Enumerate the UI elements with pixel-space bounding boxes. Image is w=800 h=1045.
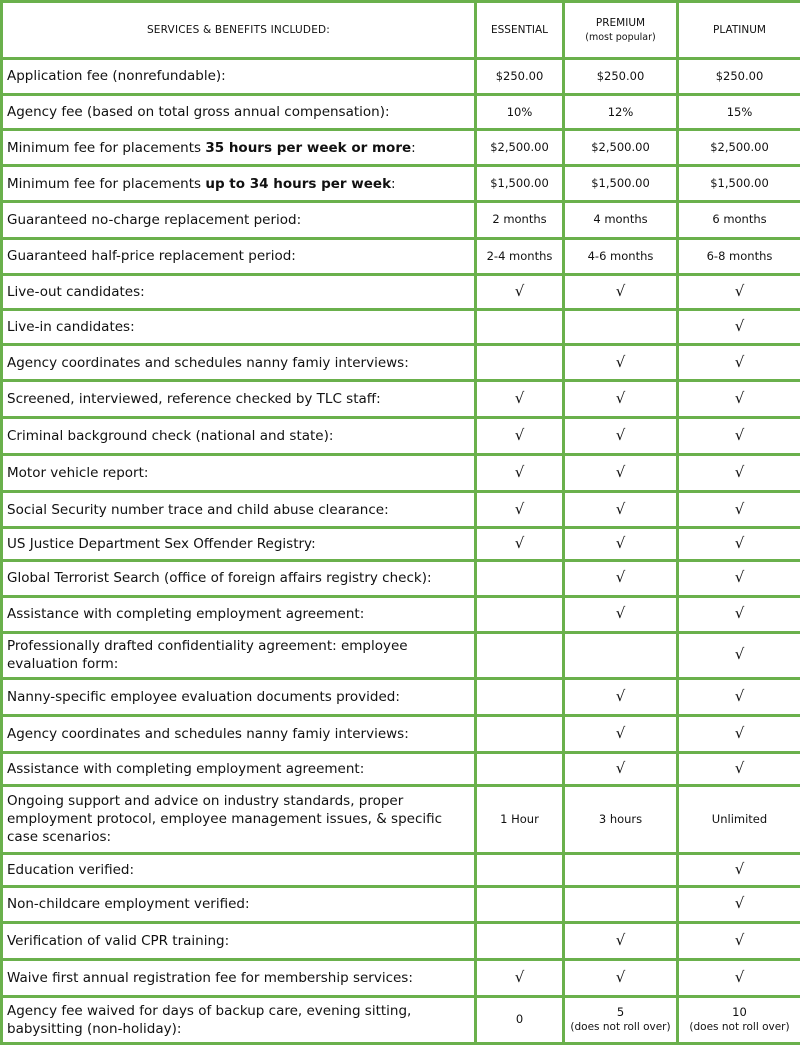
- premium-cell: [564, 752, 678, 785]
- platinum-cell: [678, 130, 800, 166]
- check-icon: √: [734, 462, 745, 481]
- table-row: [2, 130, 800, 166]
- premium-cell: [564, 923, 678, 960]
- row-label: [2, 130, 476, 166]
- premium-cell: [564, 344, 678, 381]
- row-label: Screened, interviewed, reference checked by TLC staff:: [2, 381, 476, 418]
- row-label: Social Security number trace and child abuse clearance:: [2, 491, 476, 528]
- table-row: [2, 201, 800, 238]
- platinum-cell: [678, 996, 800, 1043]
- row-label: [2, 166, 476, 202]
- essential-cell: [476, 528, 564, 561]
- check-icon: √: [615, 499, 626, 518]
- premium-value: 3 hours: [598, 811, 643, 826]
- premium-cell: [564, 853, 678, 886]
- premium-cell: [564, 996, 678, 1043]
- check-icon: √: [734, 724, 745, 743]
- check-icon: √: [514, 499, 525, 518]
- essential-value: 2-4 months: [486, 248, 553, 263]
- check-icon: √: [615, 967, 626, 986]
- check-icon: √: [514, 462, 525, 481]
- platinum-note: (does not roll over): [689, 1020, 790, 1033]
- platinum-value: Unlimited: [711, 811, 768, 826]
- table-row: [2, 310, 800, 345]
- table-row: [2, 238, 800, 275]
- table-row: [2, 528, 800, 561]
- premium-cell: [564, 632, 678, 679]
- premium-cell: [564, 960, 678, 997]
- check-icon: √: [514, 282, 525, 301]
- check-icon: √: [734, 568, 745, 587]
- check-icon: √: [615, 758, 626, 777]
- check-icon: √: [734, 499, 745, 518]
- premium-value: $250.00: [596, 68, 645, 83]
- table-row: [2, 785, 800, 853]
- row-label: Live-out candidates:: [2, 275, 476, 310]
- premium-header-label: PREMIUM: [595, 17, 646, 29]
- row-label: Ongoing support and advice on industry standards, proper employment protocol, employee management issues, & specific case scenarios:: [2, 785, 476, 853]
- check-icon: √: [615, 604, 626, 623]
- premium-cell: [564, 785, 678, 853]
- table-row: [2, 752, 800, 785]
- check-icon: √: [734, 758, 745, 777]
- essential-cell: [476, 238, 564, 275]
- row-label: Nanny-specific employee evaluation documents provided:: [2, 679, 476, 716]
- essential-cell: [476, 996, 564, 1043]
- premium-value: 4 months: [593, 212, 648, 227]
- platinum-cell: [678, 344, 800, 381]
- row-label: US Justice Department Sex Offender Registry:: [2, 528, 476, 561]
- platinum-header: PLATINUM: [678, 2, 800, 59]
- platinum-cell: [678, 491, 800, 528]
- check-icon: √: [615, 282, 626, 301]
- premium-cell: [564, 528, 678, 561]
- essential-cell: [476, 960, 564, 997]
- check-icon: √: [734, 687, 745, 706]
- essential-cell: [476, 632, 564, 679]
- check-icon: √: [734, 352, 745, 371]
- essential-cell: [476, 381, 564, 418]
- essential-cell: [476, 923, 564, 960]
- row-label: Agency coordinates and schedules nanny famiy interviews:: [2, 716, 476, 753]
- row-label: Guaranteed no-charge replacement period:: [2, 201, 476, 238]
- platinum-cell: [678, 596, 800, 632]
- essential-cell: [476, 59, 564, 95]
- platinum-cell: [678, 238, 800, 275]
- row-label-emphasis: up to 34 hours per week: [205, 175, 392, 192]
- essential-value: 10%: [506, 104, 533, 119]
- essential-value: $2,500.00: [490, 140, 549, 155]
- premium-cell: [564, 166, 678, 202]
- essential-cell: [476, 596, 564, 632]
- platinum-value: 6-8 months: [706, 248, 773, 263]
- premium-note: (does not roll over): [570, 1020, 671, 1033]
- premium-cell: [564, 275, 678, 310]
- premium-cell: [564, 201, 678, 238]
- essential-cell: [476, 716, 564, 753]
- platinum-cell: [678, 528, 800, 561]
- check-icon: √: [615, 389, 626, 408]
- premium-value: $2,500.00: [591, 140, 650, 155]
- platinum-cell: [678, 785, 800, 853]
- table-row: [2, 275, 800, 310]
- platinum-cell: [678, 94, 800, 130]
- essential-value: $250.00: [495, 68, 544, 83]
- essential-cell: [476, 94, 564, 130]
- row-label: Non-childcare employment verified:: [2, 886, 476, 923]
- premium-cell: [564, 59, 678, 95]
- platinum-cell: [678, 923, 800, 960]
- premium-cell: [564, 886, 678, 923]
- platinum-value: 15%: [726, 104, 753, 119]
- platinum-cell: [678, 166, 800, 202]
- check-icon: √: [734, 604, 745, 623]
- services-header: SERVICES & BENEFITS INCLUDED:: [2, 2, 476, 59]
- row-label: Live-in candidates:: [2, 310, 476, 345]
- row-label: Agency fee (based on total gross annual compensation):: [2, 94, 476, 130]
- premium-cell: [564, 381, 678, 418]
- platinum-cell: [678, 716, 800, 753]
- check-icon: √: [734, 282, 745, 301]
- premium-cell: [564, 561, 678, 597]
- essential-cell: [476, 491, 564, 528]
- premium-cell: [564, 679, 678, 716]
- table-body: [2, 59, 800, 1044]
- row-label: Assistance with completing employment agreement:: [2, 596, 476, 632]
- check-icon: √: [615, 352, 626, 371]
- essential-cell: [476, 166, 564, 202]
- essential-cell: [476, 275, 564, 310]
- row-label: Professionally drafted confidentiality agreement: employee evaluation form:: [2, 632, 476, 679]
- table-row: [2, 679, 800, 716]
- essential-cell: [476, 752, 564, 785]
- row-label: Education verified:: [2, 853, 476, 886]
- table-row: [2, 716, 800, 753]
- table-row: [2, 886, 800, 923]
- check-icon: √: [734, 426, 745, 445]
- table-row: [2, 960, 800, 997]
- check-icon: √: [734, 967, 745, 986]
- platinum-cell: [678, 632, 800, 679]
- essential-cell: [476, 310, 564, 345]
- table-row: [2, 923, 800, 960]
- essential-value: 1 Hour: [500, 811, 539, 826]
- premium-cell: [564, 310, 678, 345]
- premium-header: [564, 2, 678, 59]
- row-label-suffix: :: [411, 139, 416, 156]
- check-icon: √: [734, 894, 745, 913]
- platinum-cell: [678, 418, 800, 455]
- platinum-value: $250.00: [715, 68, 764, 83]
- essential-cell: [476, 344, 564, 381]
- platinum-value: 6 months: [712, 212, 767, 227]
- essential-cell: [476, 785, 564, 853]
- check-icon: √: [734, 389, 745, 408]
- platinum-cell: [678, 59, 800, 95]
- table-row: [2, 94, 800, 130]
- check-icon: √: [734, 645, 745, 664]
- premium-cell: [564, 418, 678, 455]
- row-label: Motor vehicle report:: [2, 454, 476, 491]
- premium-value: 12%: [607, 104, 634, 119]
- table-row: [2, 491, 800, 528]
- platinum-cell: [678, 752, 800, 785]
- platinum-cell: [678, 679, 800, 716]
- premium-value: 5: [616, 1004, 625, 1019]
- essential-value: 0: [515, 1012, 524, 1027]
- platinum-value: $2,500.00: [710, 140, 769, 155]
- check-icon: √: [615, 931, 626, 950]
- platinum-cell: [678, 201, 800, 238]
- table-row: [2, 632, 800, 679]
- row-label: Guaranteed half-price replacement period:: [2, 238, 476, 275]
- table-row: [2, 166, 800, 202]
- table-row: [2, 381, 800, 418]
- premium-cell: [564, 238, 678, 275]
- check-icon: √: [615, 462, 626, 481]
- essential-cell: [476, 853, 564, 886]
- check-icon: √: [514, 967, 525, 986]
- premium-header-note: (most popular): [585, 32, 656, 43]
- premium-value: $1,500.00: [591, 176, 650, 191]
- table-row: [2, 454, 800, 491]
- row-label-emphasis: 35 hours per week or more: [205, 139, 412, 156]
- table-row: [2, 996, 800, 1043]
- platinum-cell: [678, 853, 800, 886]
- check-icon: √: [615, 426, 626, 445]
- row-label-text: Minimum fee for placements: [7, 139, 206, 156]
- premium-cell: [564, 94, 678, 130]
- table-row: [2, 596, 800, 632]
- check-icon: √: [615, 534, 626, 553]
- platinum-cell: [678, 275, 800, 310]
- table-row: [2, 418, 800, 455]
- check-icon: √: [514, 426, 525, 445]
- essential-cell: [476, 201, 564, 238]
- essential-value: 2 months: [492, 212, 547, 227]
- table-header-row: [2, 2, 800, 59]
- check-icon: √: [615, 724, 626, 743]
- table-row: [2, 344, 800, 381]
- platinum-cell: [678, 561, 800, 597]
- platinum-value: $1,500.00: [710, 176, 769, 191]
- premium-cell: [564, 716, 678, 753]
- essential-cell: [476, 454, 564, 491]
- row-label: Assistance with completing employment agreement:: [2, 752, 476, 785]
- premium-cell: [564, 130, 678, 166]
- row-label: Waive first annual registration fee for membership services:: [2, 960, 476, 997]
- row-label: Agency coordinates and schedules nanny famiy interviews:: [2, 344, 476, 381]
- platinum-cell: [678, 886, 800, 923]
- row-label-suffix: :: [391, 175, 396, 192]
- row-label: Application fee (nonrefundable):: [2, 59, 476, 95]
- check-icon: √: [615, 568, 626, 587]
- premium-value: 4-6 months: [587, 248, 654, 263]
- premium-cell: [564, 491, 678, 528]
- essential-value: $1,500.00: [490, 176, 549, 191]
- table-row: [2, 59, 800, 95]
- row-label: Criminal background check (national and state):: [2, 418, 476, 455]
- essential-cell: [476, 418, 564, 455]
- essential-cell: [476, 679, 564, 716]
- check-icon: √: [514, 534, 525, 553]
- check-icon: √: [734, 931, 745, 950]
- essential-cell: [476, 130, 564, 166]
- platinum-cell: [678, 454, 800, 491]
- check-icon: √: [514, 389, 525, 408]
- check-icon: √: [734, 859, 745, 878]
- row-label: Agency fee waived for days of backup care, evening sitting, babysitting (non-holiday):: [2, 996, 476, 1043]
- premium-cell: [564, 596, 678, 632]
- table-row: [2, 853, 800, 886]
- essential-cell: [476, 561, 564, 597]
- row-label: Verification of valid CPR training:: [2, 923, 476, 960]
- platinum-cell: [678, 960, 800, 997]
- platinum-value: 10: [732, 1004, 747, 1019]
- check-icon: √: [734, 534, 745, 553]
- platinum-cell: [678, 310, 800, 345]
- check-icon: √: [615, 687, 626, 706]
- check-icon: √: [734, 316, 745, 335]
- essential-header: ESSENTIAL: [476, 2, 564, 59]
- essential-cell: [476, 886, 564, 923]
- premium-cell: [564, 454, 678, 491]
- table-row: [2, 561, 800, 597]
- row-label-text: Minimum fee for placements: [7, 175, 206, 192]
- platinum-cell: [678, 381, 800, 418]
- row-label: Global Terrorist Search (office of foreign affairs registry check):: [2, 561, 476, 597]
